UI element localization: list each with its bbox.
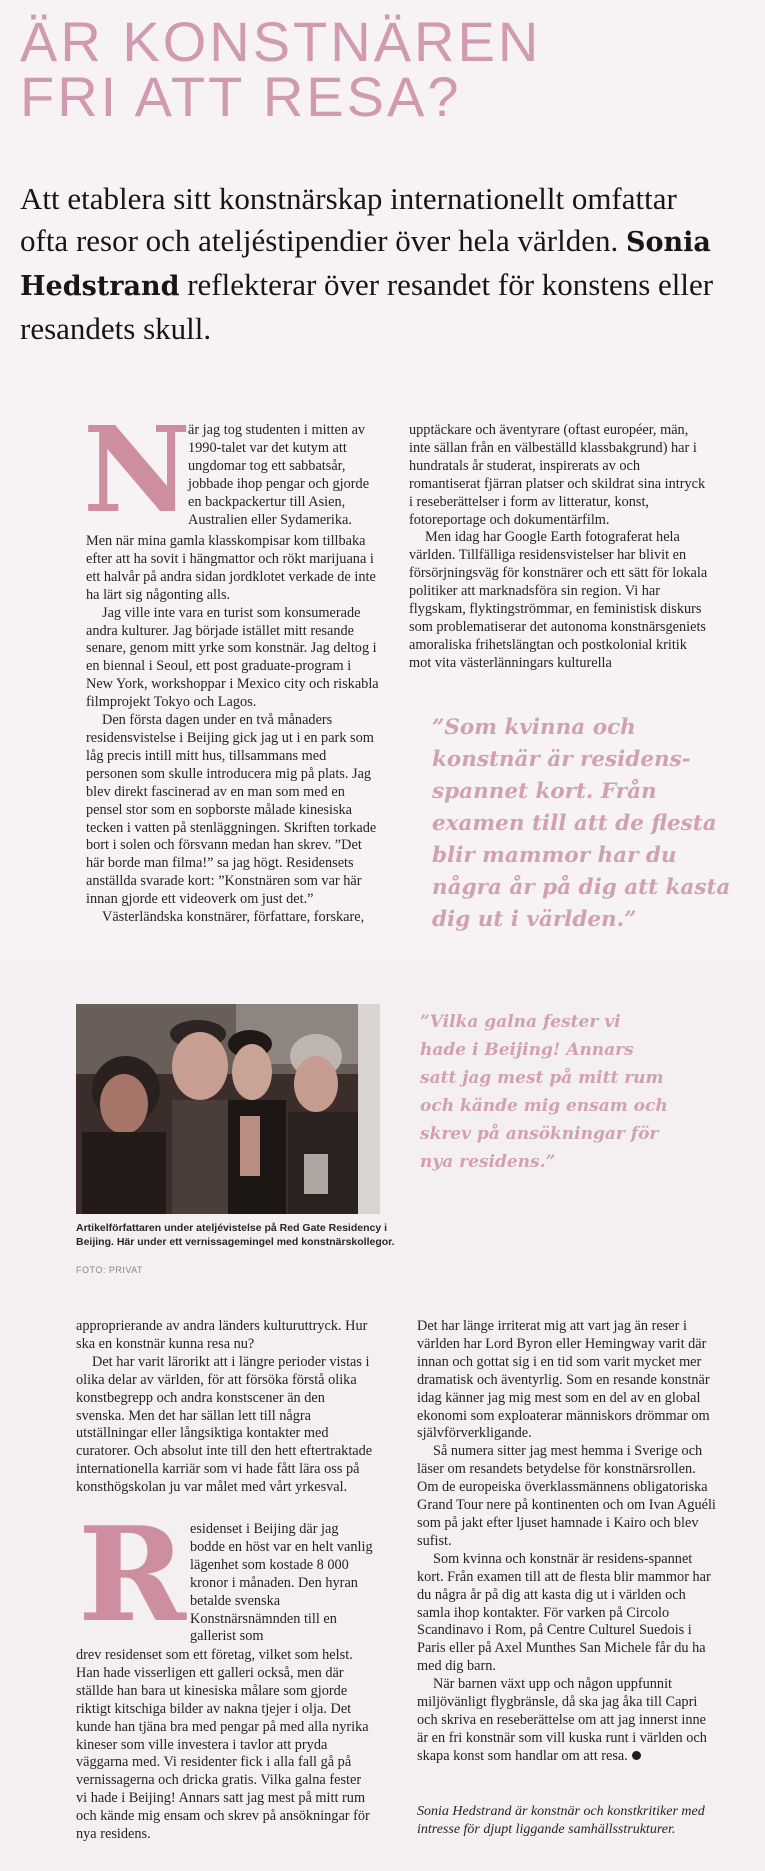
- author-photo: [76, 1004, 380, 1214]
- paragraph: Men när mina gamla klasskompisar kom tillbaka efter att ha sovit i hängmattor och rökt marijuana i ett halvår på andra sidan jordklotet verkade de inte ha lärt sig någonting alls.: [86, 533, 376, 603]
- paragraph: Det har varit lärorikt att i längre perioder vistas i olika delar av världen, för att försöka förstå olika konstbegrepp och andra konstscener än den svenska. Men det har sällan lett till några utställningar eller långsiktiga kontakter med curatorer. Och absolut inte till den hett eftertraktade internationella karriär som vi hade fått lära oss på konsthögskolan ju var målet med vårt yrkesval.: [76, 1353, 373, 1496]
- right-column-2: [417, 1318, 717, 1766]
- headline-line-1: ÄR KONSTNÄREN: [20, 10, 542, 73]
- photo-credit: FOTO: PRIVAT: [76, 1265, 144, 1275]
- intro-column: [86, 533, 380, 927]
- pull-quote-1: ”Som kvinna och konstnär är residens-spannet kort. Från examen till att de flesta blir mammor har du några år på dig att kasta dig ut i världen.”: [432, 715, 731, 932]
- photo-caption: Artikelförfattaren under ateljévistelse på Red Gate Residency i Beijing. Här under ett vernissagemingel med konstnärskollegor.: [76, 1222, 395, 1248]
- section2-lead: esidenset i Beijing där jag bodde en höst var en helt vanlig lägenhet som kostade 8 000 kronor i månaden. Den hyran betalde svenska Konstnärsnämnden till en gallerist som: [190, 1521, 373, 1645]
- paragraph: Så numera sitter jag mest hemma i Sverige och läser om resandets betydelse för konstnärsrollen. Om de europeiska överklassmännens obligatoriska Grand Tour nere på kontinenten och om Ivan Aguéli som på jakt efter ljuset hamnade i Kairo och blev sufist.: [417, 1443, 716, 1549]
- pull-quote-2: ”Vilka galna fester vi hade i Beijing! Annars satt jag mest på mitt rum och kände mig ensam och skrev på ansökningar för nya residens.”: [420, 1012, 668, 1172]
- headline: [20, 10, 542, 128]
- left-column-2: [76, 1318, 374, 1497]
- paragraph: Som kvinna och konstnär är residens-spannet kort. Från examen till att de flesta blir mammor har du några år på dig att kasta dig ut i världen och samla ihop kontakter. För varken på Circolo Scandinavo i Rom, på Centre Culturel Suedois i Paris eller på Axel Munthes San Michele får du ha med dig barn.: [417, 1550, 711, 1675]
- author-name: Sonia Hedstrand: [20, 227, 711, 302]
- intro-lead: är jag tog studenten i mitten av 1990-talet var det kutym att ungdomar tog ett sabbatsår, jobbade ihop pengar och gjorde en backpackertur till Asien, Australien eller Sydamerika.: [188, 422, 370, 528]
- paragraph: Den första dagen under en två månaders residensvistelse i Beijing gick jag ut i en park som låg precis intill mitt hus, tillsammans med personen som skulle introducera mig på plats. Jag blev direkt fascinerad av en man som med en pensel stor som en sopborste målade kinesiska tecken i vatten på stenläggningen. Skriften torkade bort i solen och försvann medan han skrev. ”Det här borde man filma!” sa jag högt. Residensets anställda svarade kort: ”Konstnären som var här innan gjorde ett videoverk om just det.”: [86, 712, 377, 908]
- headline-line-2: FRI ATT RESA?: [20, 65, 462, 128]
- author-bio: Sonia Hedstrand är konstnär och konstkritiker med intresse för djupt liggande samhällsstrukturer.: [417, 1804, 705, 1837]
- paragraph: [417, 1676, 717, 1766]
- section2-column: [76, 1647, 374, 1844]
- end-mark-icon: [632, 1751, 641, 1760]
- paragraph: drev residenset som ett företag, vilket som helst. Han hade visserligen ett galleri också, men där ställde han bara ut kinesiska målare som gjorde riktigt kitschiga bilder av nakna tjejer i olja. Det kunde han tjäna bra med pengar på med alla nyrika kineser som ville investera i tavlor att pryda väggarna med. Vi residenter fick i alla fall gå på vernissagerna och dricka gratis. Vilka galna fester vi hade i Beijing! Annars satt jag mest på mitt rum och kände mig ensam och skrev på ansökningar för nya residens.: [76, 1647, 370, 1843]
- paragraph: approprierande av andra länders kulturuttryck. Hur ska en konstnär kunna resa nu?: [76, 1318, 368, 1352]
- deck: [20, 178, 732, 350]
- paragraph: Men idag har Google Earth fotograferat hela världen. Tillfälliga residensvistelser har blivit en försörjningsväg för konstnärer och ett sätt för lokala politiker att marknadsföra sin region. Vi har flygskam, flyktingströmmar, en feministisk diskurs som problematiserar det autonoma konstnärsgeniets amoraliska frihetslängtan och postkolonial kritik mot vita västerlänningars kulturella: [409, 529, 708, 671]
- paragraph: upptäckare och äventyrare (oftast européer, män, inte sällan från en välbeställd klassbakgrund) har i hundratals år studerat, inspirerats av och romantiserat fjärran platser och skildrat sina intryck i reseberättelser i form av litteratur, konst, fotoreportage och dokumentärfilm.: [409, 422, 706, 528]
- drop-cap-r: R: [77, 1498, 187, 1651]
- paragraph: Det har länge irriterat mig att vart jag än reser i världen har Lord Byron eller Hemingway varit där innan och gottat sig i en tid som varit mycket mer dramatisk och äventyrlig. Som en resande konstnär idag känner jag mig mest som en del av en global ekonomi som exploaterar människors drömmar om självförverkligande.: [417, 1318, 710, 1442]
- closing-text: När barnen växt upp och någon uppfunnit miljövänligt flygbränsle, då ska jag åka till Capri och skriva en reseberättelse om att jag innerst inne är en fri konstnär som vill kuska runt i världen och skapa konst som handlar om att resa.: [417, 1676, 707, 1764]
- paragraph: Jag ville inte vara en turist som konsumerade andra kulturer. Jag började istället mitt resande senare, genom mitt yrke som konstnär. Jag deltog i en biennal i Seoul, ett post graduate-program i New York, workshoppar i Mexico city och riskabla filmprojekt Tokyo och Lagos.: [86, 604, 379, 711]
- photo-illustration: [76, 1004, 380, 1214]
- right-column-1: [409, 422, 709, 673]
- drop-cap-n: N: [83, 400, 191, 539]
- deck-text-after: reflekterar över resandet för konstens eller resandets skull.: [20, 267, 714, 346]
- deck-text-before: Att etablera sitt konstnärskap internationellt omfattar ofta resor och ateljéstipendier över hela världen.: [20, 181, 677, 258]
- paragraph: Västerländska konstnärer, författare, forskare,: [102, 909, 365, 926]
